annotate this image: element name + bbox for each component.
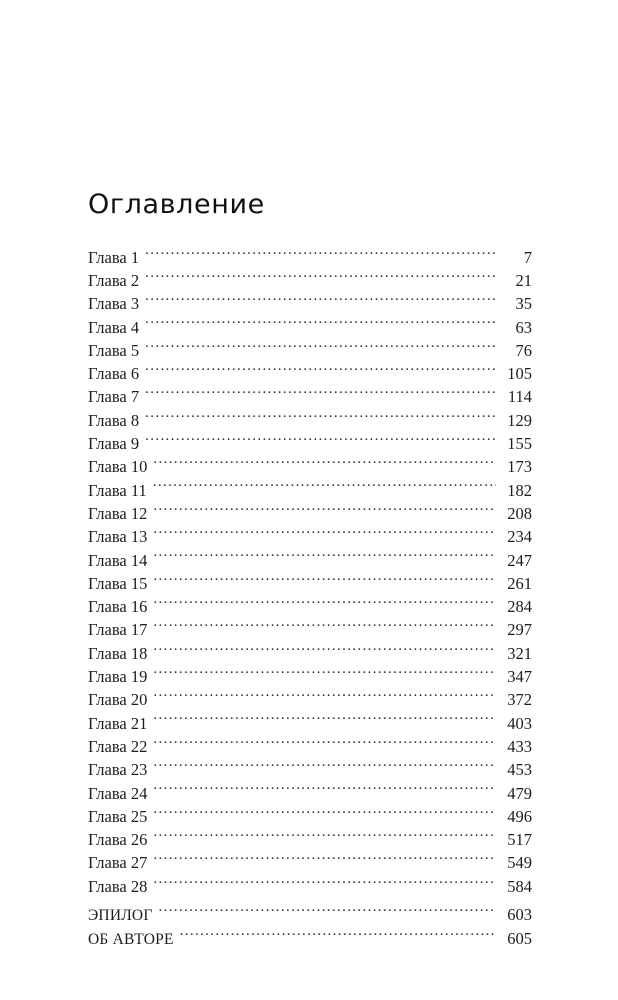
toc-leader-dots (153, 712, 496, 729)
toc-entry-label: Глава 7 (88, 387, 140, 407)
toc-leader-dots (145, 386, 496, 403)
toc-entry-label: Глава 14 (88, 550, 148, 570)
toc-entry[interactable] (88, 549, 532, 572)
toc-entry[interactable] (88, 665, 532, 688)
toc-entry-page-number: 605 (507, 929, 532, 949)
toc-entry-page-number: 114 (507, 387, 532, 407)
toc-leader-dots (145, 293, 496, 310)
toc-entry[interactable] (88, 782, 532, 805)
toc-entry-page-number: 584 (507, 876, 532, 896)
page-title: Оглавление (88, 189, 265, 220)
toc-entry-page-number: 496 (507, 806, 532, 826)
toc-entry[interactable] (88, 385, 532, 408)
toc-entry-label: Глава 24 (88, 783, 148, 803)
toc-entry[interactable] (88, 642, 532, 665)
toc-entry-page-number: 372 (507, 690, 532, 710)
toc-entry[interactable] (88, 688, 532, 711)
toc-entry-label: Глава 5 (88, 340, 140, 360)
toc-leader-dots (153, 689, 496, 706)
toc-entry[interactable] (88, 432, 532, 455)
toc-entry-page-number: 247 (507, 550, 532, 570)
toc-entry[interactable] (88, 618, 532, 641)
toc-entry-label: Глава 18 (88, 643, 148, 663)
toc-entry[interactable] (88, 851, 532, 874)
toc-leader-dots (153, 805, 496, 822)
toc-entry[interactable] (88, 712, 532, 735)
toc-entry-label: Глава 23 (88, 760, 148, 780)
toc-entry[interactable] (88, 805, 532, 828)
toc-entry-label: Глава 11 (88, 480, 147, 500)
toc-entry-label: Глава 21 (88, 713, 148, 733)
toc-entry-page-number: 173 (507, 457, 532, 477)
toc-entry-label: Глава 22 (88, 736, 148, 756)
toc-entry-page-number: 7 (523, 247, 532, 267)
toc-entry-label: Глава 1 (88, 247, 140, 267)
toc-leader-dots (153, 735, 496, 752)
toc-entry[interactable] (88, 409, 532, 432)
toc-entry-label: Глава 15 (88, 573, 148, 593)
toc-entry-label: Глава 8 (88, 410, 140, 430)
toc-entry-label: Глава 20 (88, 690, 148, 710)
toc-list (88, 246, 532, 952)
toc-entry-page-number: 297 (507, 620, 532, 640)
toc-entry-label: Глава 13 (88, 527, 148, 547)
toc-entry-page-number: 208 (507, 503, 532, 523)
toc-entry-label: Глава 12 (88, 503, 148, 523)
toc-entry-label: Глава 28 (88, 876, 148, 896)
toc-entry-page-number: 517 (507, 830, 532, 850)
toc-entry-page-number: 603 (507, 905, 532, 924)
toc-leader-dots (153, 666, 496, 683)
toc-leader-dots (145, 269, 496, 286)
toc-entry-page-number: 21 (515, 270, 532, 290)
toc-leader-dots (153, 852, 496, 869)
toc-entry-page-number: 284 (507, 597, 532, 617)
toc-entry-label: Глава 25 (88, 806, 148, 826)
toc-leader-dots (145, 339, 496, 356)
toc-entry-label: Глава 16 (88, 597, 148, 617)
toc-entry-label: Глава 27 (88, 853, 148, 873)
toc-leader-dots (145, 246, 496, 263)
toc-entry-page-number: 182 (507, 480, 532, 500)
toc-entry[interactable] (88, 479, 532, 502)
toc-entry-page-number: 155 (507, 434, 532, 454)
toc-entry-page-number: 321 (507, 643, 532, 663)
toc-entry[interactable] (88, 246, 532, 269)
toc-entry-label: ЭПИЛОГ (88, 907, 153, 924)
toc-leader-dots (159, 904, 497, 921)
toc-leader-dots (145, 409, 496, 426)
toc-entry-label: Глава 6 (88, 364, 140, 384)
toc-leader-dots (153, 526, 496, 543)
toc-entry-page-number: 403 (507, 713, 532, 733)
toc-entry-label: Глава 19 (88, 667, 148, 687)
toc-leader-dots (153, 829, 496, 846)
toc-entry-page-number: 234 (507, 527, 532, 547)
toc-entry-page-number: 35 (515, 294, 532, 314)
toc-entry-label: Глава 3 (88, 294, 140, 314)
toc-entry-page-number: 347 (507, 667, 532, 687)
table-of-contents (88, 190, 532, 952)
toc-entry-page-number: 433 (507, 736, 532, 756)
toc-entry-label: Глава 4 (88, 317, 140, 337)
toc-entry-label: ОБ АВТОРЕ (88, 931, 174, 949)
toc-entry-page-number: 129 (507, 410, 532, 430)
toc-leader-dots (145, 363, 496, 380)
toc-leader-dots (145, 433, 496, 450)
toc-entry-label: Глава 10 (88, 457, 148, 477)
toc-leader-dots (153, 642, 496, 659)
toc-leader-dots (153, 456, 496, 473)
toc-entry[interactable] (88, 903, 532, 927)
toc-leader-dots (153, 619, 496, 636)
toc-leader-dots (180, 928, 496, 945)
toc-leader-dots (153, 759, 496, 776)
toc-entry-page-number: 453 (507, 760, 532, 780)
toc-entry-page-number: 479 (507, 783, 532, 803)
toc-entry-label: Глава 9 (88, 434, 140, 454)
toc-entry[interactable] (88, 735, 532, 758)
toc-entry[interactable] (88, 927, 532, 951)
toc-entry[interactable] (88, 758, 532, 781)
toc-entry[interactable] (88, 525, 532, 548)
toc-entry[interactable] (88, 292, 532, 315)
toc-entry-page-number: 549 (507, 853, 532, 873)
toc-entry-page-number: 76 (515, 340, 532, 360)
toc-leader-dots (153, 572, 496, 589)
toc-leader-dots (153, 479, 496, 496)
toc-entry[interactable] (88, 502, 532, 525)
toc-entry[interactable] (88, 362, 532, 385)
toc-entry[interactable] (88, 316, 532, 339)
toc-leader-dots (153, 782, 496, 799)
toc-entry[interactable] (88, 339, 532, 362)
toc-entry-page-number: 105 (507, 364, 532, 384)
toc-entry-page-number: 261 (507, 573, 532, 593)
toc-leader-dots (153, 549, 496, 566)
toc-leader-dots (153, 875, 496, 892)
toc-entry[interactable] (88, 828, 532, 851)
toc-entry[interactable] (88, 455, 532, 478)
toc-entry-label: Глава 2 (88, 270, 140, 290)
toc-leader-dots (153, 596, 496, 613)
toc-entry-label: Глава 17 (88, 620, 148, 640)
toc-entry-label: Глава 26 (88, 830, 148, 850)
toc-entry[interactable] (88, 572, 532, 595)
toc-leader-dots (145, 316, 496, 333)
toc-entry[interactable] (88, 595, 532, 618)
toc-entry[interactable] (88, 269, 532, 292)
toc-entry-page-number: 63 (515, 317, 532, 337)
toc-leader-dots (153, 502, 496, 519)
toc-entry[interactable] (88, 875, 532, 898)
